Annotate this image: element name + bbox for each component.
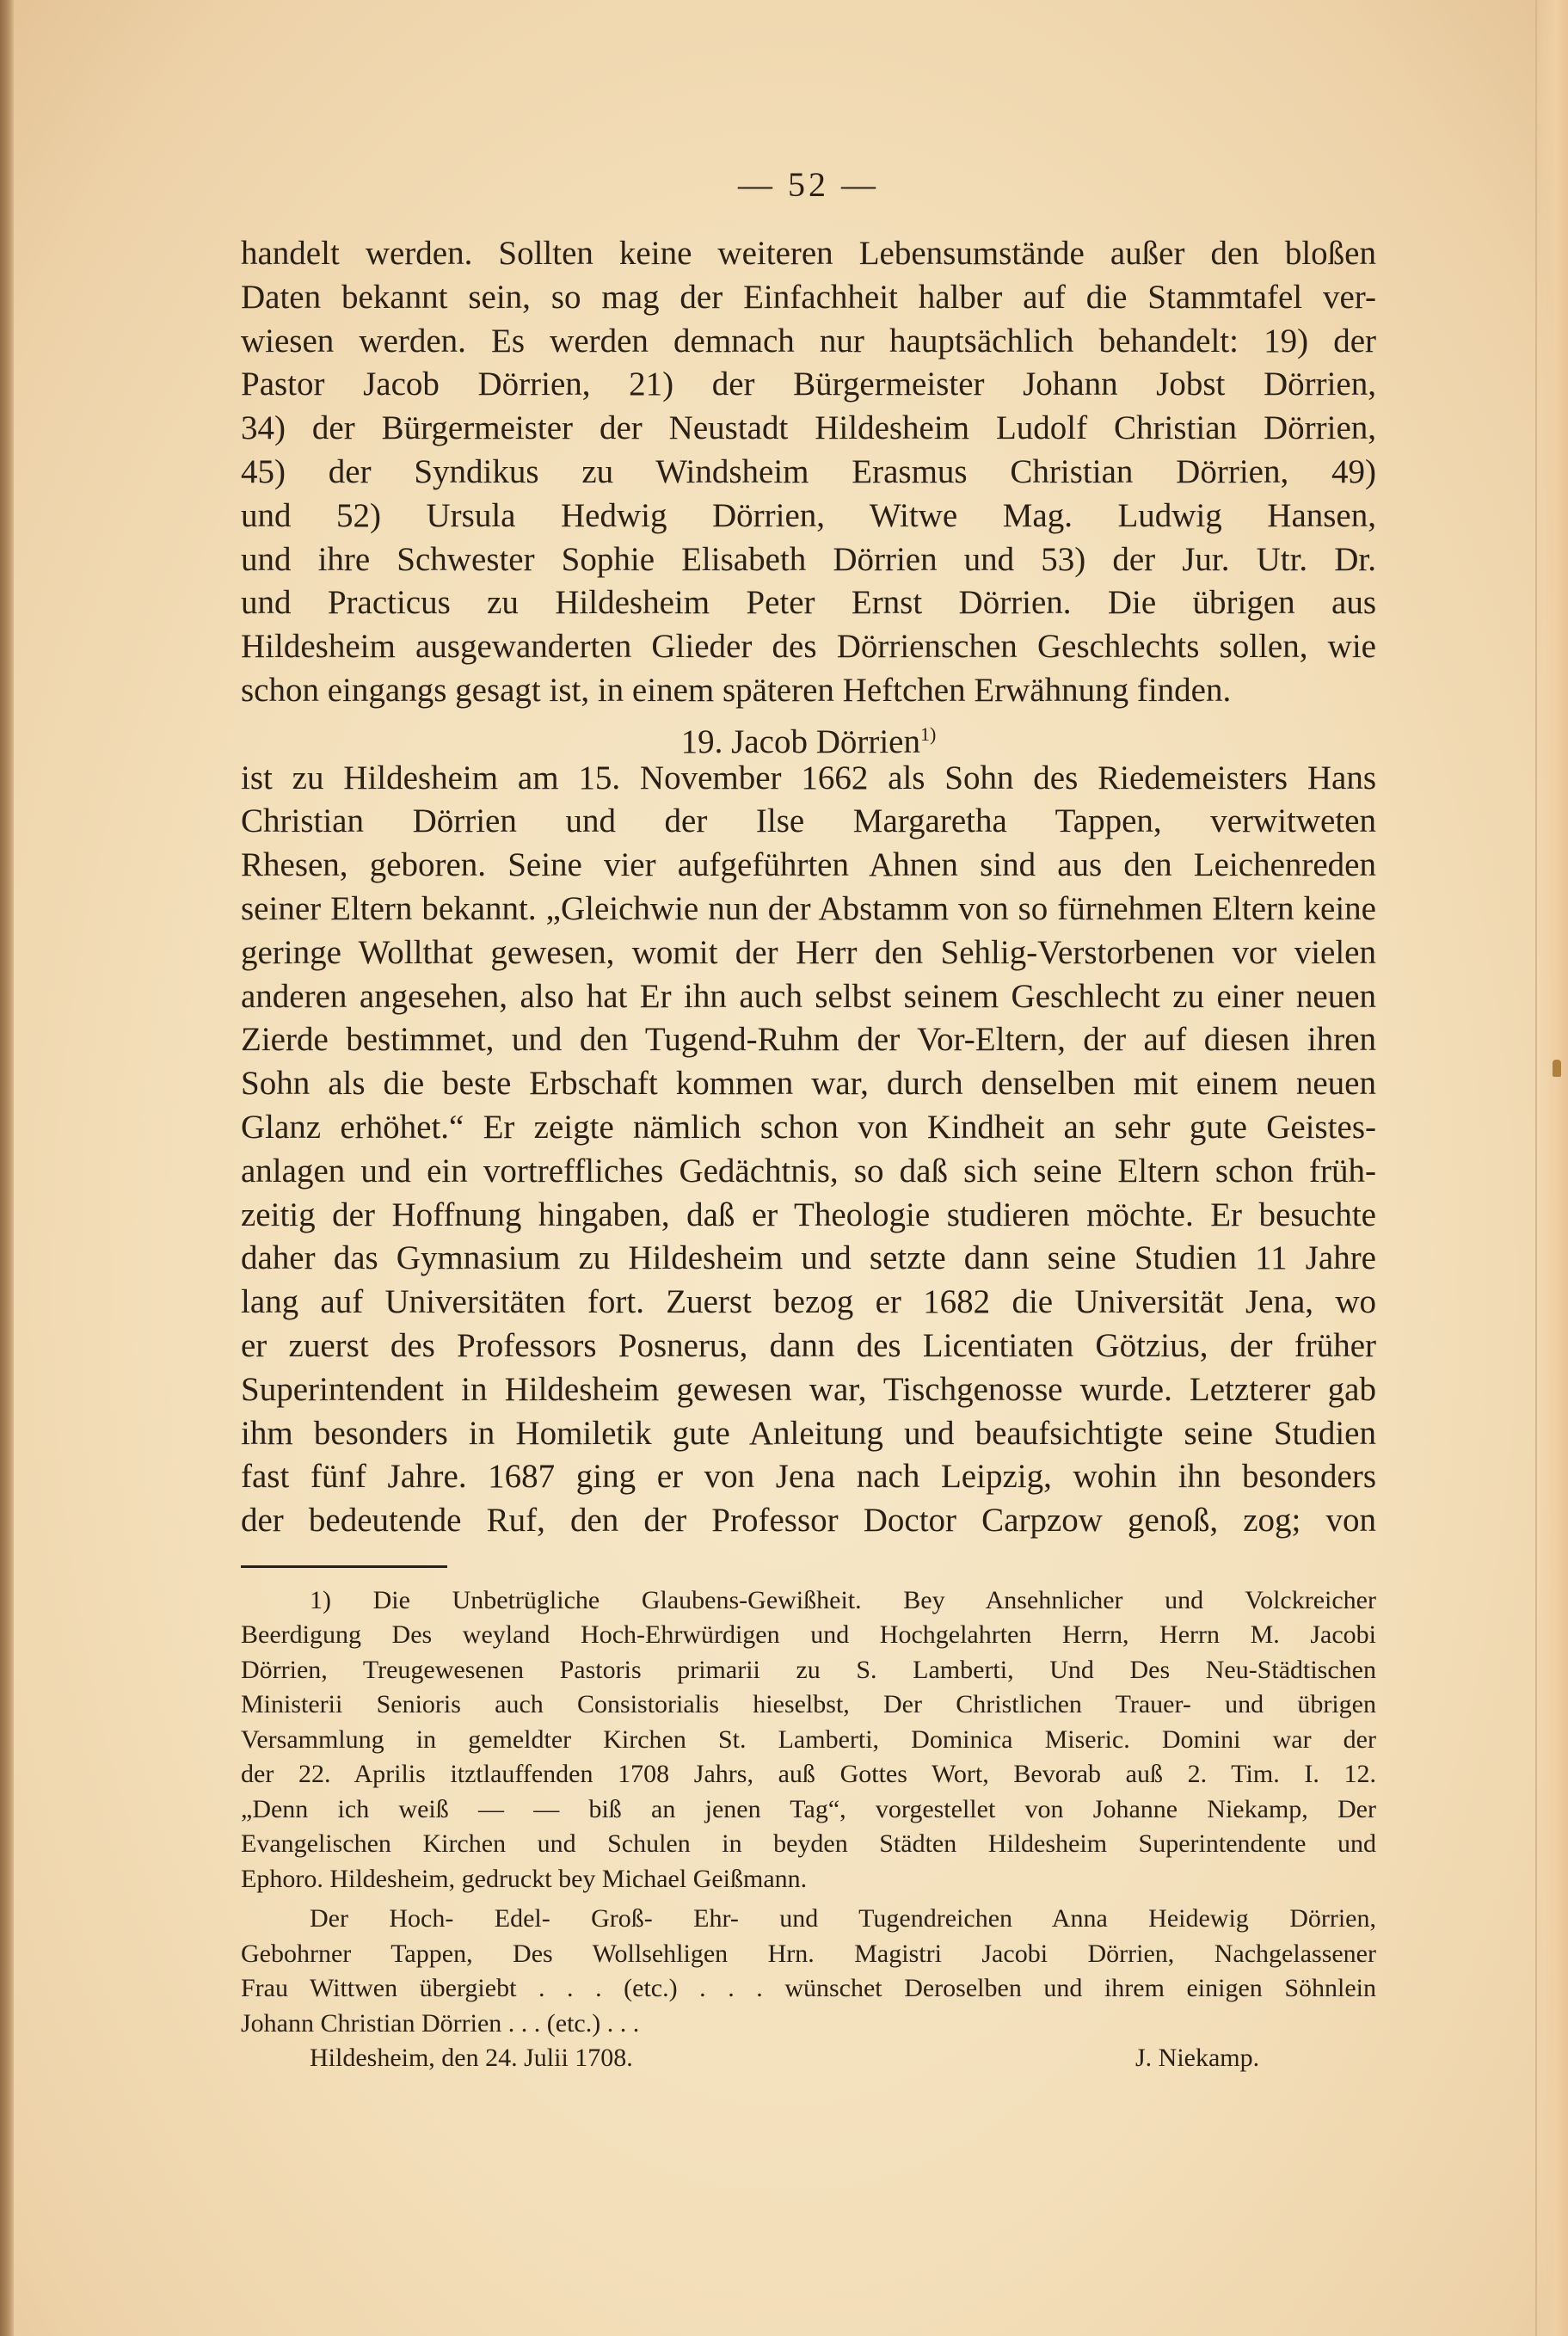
body-line: er zuerst des Professors Posnerus, dann des Licentiaten Götzius, der früher: [241, 1326, 1376, 1364]
signature-place-date: Hildesheim, den 24. Julii 1708.: [310, 2044, 633, 2073]
body-line: Rhesen, geboren. Seine vier aufgeführten Ahnen sind aus den Leichenreden: [241, 846, 1376, 884]
book-spine-shadow: [0, 0, 14, 2336]
body-line: ihm besonders in Homiletik gute Anleitung und beaufsichtigte seine Studien: [241, 1414, 1376, 1452]
signature-name: J. Niekamp.: [1135, 2044, 1260, 2073]
section-heading-text: 19. Jacob Dörrien: [680, 722, 920, 760]
footnote-reference: 1): [920, 722, 937, 745]
body-line: geringe Wollthat gewesen, womit der Herr den Sehlig-Verstorbenen vor vielen: [241, 933, 1376, 971]
footnote-line: 1) Die Unbetrügliche Glaubens-Gewißheit. Bey Ansehnlicher und Volckreicher: [310, 1585, 1376, 1614]
page-right-edge: [1535, 0, 1568, 2336]
intro-paragraph: [241, 232, 1376, 713]
footnote-line: Dörrien, Treugewesenen Pastoris primarii zu S. Lamberti, Und Des Neu-Städtischen: [241, 1655, 1376, 1684]
footnote-line: Gebohrner Tappen, Des Wollsehligen Hrn. Magistri Jacobi Dörrien, Nachgelassener: [241, 1939, 1376, 1968]
body-line: Hildesheim ausgewanderten Glieder des Dörrienschen Geschlechts sollen, wie: [241, 628, 1376, 666]
body-line: ist zu Hildesheim am 15. November 1662 als Sohn des Riedemeisters Hans: [241, 759, 1376, 796]
footnote-line: Frau Wittwen übergiebt . . . (etc.) . . . wünschet Deroselben und ihrem einigen Söhnlein: [241, 1974, 1376, 2003]
body-line: anderen angesehen, also hat Er ihn auch selbst seinem Geschlecht zu einer neuen: [241, 977, 1376, 1015]
body-line: und Practicus zu Hildesheim Peter Ernst Dörrien. Die übrigen aus: [241, 584, 1376, 622]
text-block: [241, 163, 1376, 2076]
body-line: Superintendent in Hildesheim gewesen war, Tischgenosse wurde. Letzterer gab: [241, 1370, 1376, 1408]
body-line: 34) der Bürgermeister der Neustadt Hildesheim Ludolf Christian Dörrien,: [241, 409, 1376, 447]
body-line: Pastor Jacob Dörrien, 21) der Bürgermeister Johann Jobst Dörrien,: [241, 366, 1376, 403]
footnote-line: Der Hoch- Edel- Groß- Ehr- und Tugendreichen Anna Heidewig Dörrien,: [310, 1904, 1376, 1933]
body-line: Daten bekannt sein, so mag der Einfachheit halber auf die Stammtafel ver-: [241, 278, 1376, 316]
footnote: [241, 1583, 1376, 2076]
body-line: Glanz erhöhet.“ Er zeigte nämlich schon von Kindheit an sehr gute Geistes-: [241, 1108, 1376, 1146]
body-line: zeitig der Hoffnung hingaben, daß er Theologie studieren möchte. Er besuchte: [241, 1196, 1376, 1233]
body-line: und ihre Schwester Sophie Elisabeth Dörrien und 53) der Jur. Utr. Dr.: [241, 540, 1376, 578]
body-line: daher das Gymnasium zu Hildesheim und setzte dann seine Studien 11 Jahre: [241, 1239, 1376, 1277]
body-line: seiner Eltern bekannt. „Gleichwie nun der Abstamm von so fürnehmen Eltern keine: [241, 889, 1376, 927]
body-line: der bedeutende Ruf, den der Professor Doctor Carpzow genoß, zog; von: [241, 1502, 1376, 1540]
footnote-line: Johann Christian Dörrien . . . (etc.) . . .: [241, 2008, 640, 2038]
section-paragraph: [241, 757, 1376, 1543]
body-line: schon eingangs gesagt ist, in einem späteren Heftchen Erwähnung finden.: [241, 671, 1232, 709]
body-line: anlagen und ein vortreffliches Gedächtnis, so daß sich seine Eltern schon früh-: [241, 1152, 1376, 1190]
body-line: 45) der Syndikus zu Windsheim Erasmus Christian Dörrien, 49): [241, 452, 1376, 490]
footnote-line: Evangelischen Kirchen und Schulen in beyden Städten Hildesheim Superintendente und: [241, 1829, 1376, 1859]
body-line: wiesen werden. Es werden demnach nur hauptsächlich behandelt: 19) der: [241, 322, 1376, 360]
section-heading: [241, 713, 1376, 760]
footnote-separator: [241, 1565, 447, 1568]
page-number: — 52 —: [738, 165, 879, 204]
footnote-line: Beerdigung Des weyland Hoch-Ehrwürdigen und Hochgelahrten Herrn, Herrn M. Jacobi: [241, 1620, 1376, 1650]
footnote-line: Versammlung in gemeldter Kirchen St. Lamberti, Dominica Miseric. Domini war der: [241, 1724, 1376, 1754]
body-line: fast fünf Jahre. 1687 ging er von Jena nach Leipzig, wohin ihn besonders: [241, 1458, 1376, 1496]
footnote-line: „Denn ich weiß — — biß an jenen Tag“, vorgestellet von Johanne Niekamp, Der: [241, 1794, 1376, 1823]
body-line: Zierde bestimmet, und den Tugend-Ruhm der Vor-Eltern, der auf diesen ihren: [241, 1021, 1376, 1059]
body-line: Sohn als die beste Erbschaft kommen war, durch denselben mit einem neuen: [241, 1065, 1376, 1103]
body-line: handelt werden. Sollten keine weiteren Lebensumstände außer den bloßen: [241, 235, 1376, 272]
page-edge-mark: [1553, 1060, 1561, 1077]
body-line: Christian Dörrien und der Ilse Margaretha Tappen, verwitweten: [241, 802, 1376, 840]
footnote-line: der 22. Aprilis itztlauffenden 1708 Jahrs, auß Gottes Wort, Bevorab auß 2. Tim. I. 12.: [241, 1760, 1376, 1789]
footnote-line: Ephoro. Hildesheim, gedruckt bey Michael Geißmann.: [241, 1864, 808, 1893]
footnote-line: Ministerii Senioris auch Consistorialis hieselbst, Der Christlichen Trauer- und übrigen: [241, 1690, 1376, 1719]
body-line: und 52) Ursula Hedwig Dörrien, Witwe Mag. Ludwig Hansen,: [241, 496, 1376, 534]
footnote-signature: [241, 2041, 1376, 2076]
body-line: lang auf Universitäten fort. Zuerst bezog er 1682 die Universität Jena, wo: [241, 1283, 1376, 1321]
